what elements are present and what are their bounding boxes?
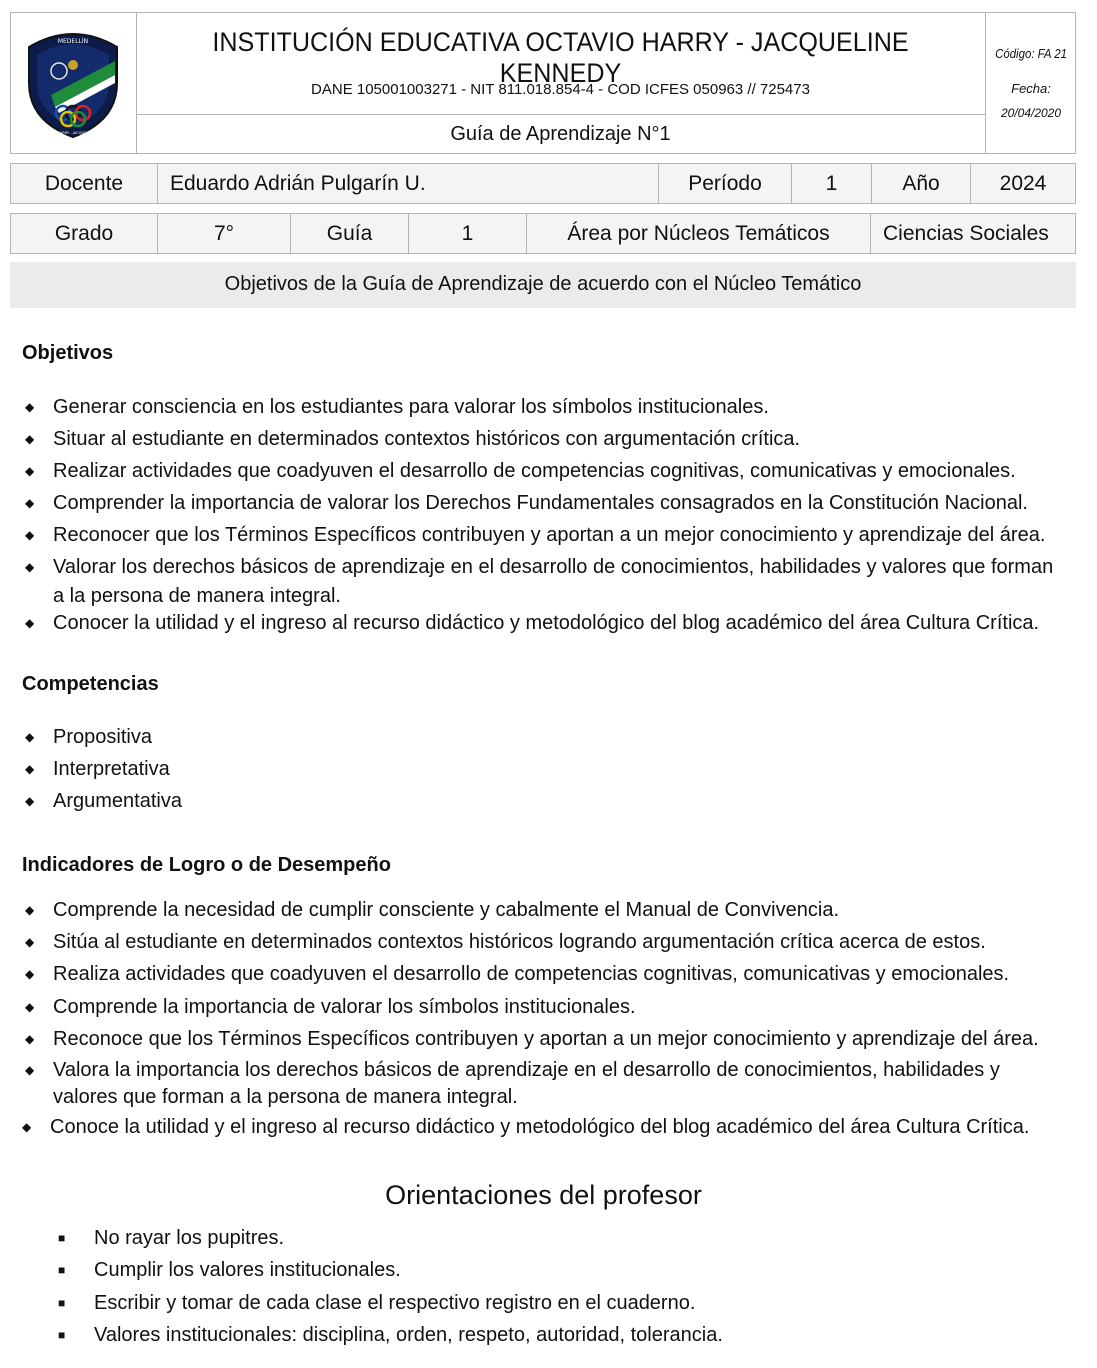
bullet-icon: ◆	[25, 730, 35, 744]
indicador-item: ◆ Reconoce que los Términos Específicos contribuyen y aportan a un mejor conocimiento y aprendizaje del área.	[53, 1025, 1063, 1054]
square-bullet-icon: ■	[58, 1231, 66, 1245]
anio-label: Año	[872, 164, 971, 203]
orientacion-item: ■ Valores institucionales: disciplina, orden, respeto, autoridad, tolerancia.	[94, 1321, 723, 1349]
bullet-icon: ◆	[25, 432, 35, 446]
institution-title: INSTITUCIÓN EDUCATIVA OCTAVIO HARRY - JACQUELINE KENNEDY	[212, 27, 909, 88]
date-label: Fecha:	[1011, 81, 1051, 96]
indicador-item: ◆ Sitúa al estudiante en determinados contextos históricos logrando argumentación crítica acerca de estos.	[53, 928, 1063, 957]
docente-value: Eduardo Adrián Pulgarín U.	[158, 164, 659, 203]
indicador-item: ◆ Comprende la necesidad de cumplir consciente y cabalmente el Manual de Convivencia.	[53, 896, 1063, 925]
objetivo-item: ◆ Comprender la importancia de valorar los Derechos Fundamentales consagrados en la Constitución Nacional.	[53, 489, 1063, 518]
bullet-icon: ◆	[25, 496, 35, 510]
bullet-icon: ◆	[25, 1032, 35, 1046]
objetivo-item: ◆ Reconocer que los Términos Específicos contribuyen y aportan a un mejor conocimiento y aprendizaje del área.	[53, 521, 1063, 550]
orientacion-item: ■ No rayar los pupitres.	[94, 1224, 284, 1252]
guia-value: 1	[409, 214, 527, 253]
school-shield-logo	[11, 13, 136, 153]
info-row-grado	[10, 213, 1076, 254]
square-bullet-icon: ■	[58, 1328, 66, 1342]
form-code: Código: FA 21	[995, 46, 1067, 61]
orientacion-item: ■ Cumplir los valores institucionales.	[94, 1256, 401, 1284]
logo-cell	[11, 13, 137, 153]
area-label: Área por Núcleos Temáticos	[527, 214, 871, 253]
header-meta	[986, 13, 1076, 153]
bullet-icon: ◆	[25, 1000, 35, 1014]
guide-number: Guía de Aprendizaje N°1	[450, 123, 671, 145]
docente-label: Docente	[11, 164, 158, 203]
bullet-icon: ◆	[25, 967, 35, 981]
indicador-item: ◆ Conoce la utilidad y el ingreso al recurso didáctico y metodológico del blog académico del área Cultura Crítica.	[50, 1113, 1060, 1142]
periodo-label: Período	[659, 164, 792, 203]
bullet-icon: ◆	[22, 1120, 32, 1134]
guia-label: Guía	[291, 214, 409, 253]
bullet-icon: ◆	[25, 1063, 35, 1077]
indicador-item: ◆ Valora la importancia los derechos básicos de aprendizaje en el desarrollo de conocimientos, habilidades y valores que forman a la persona de manera integral.	[25, 1059, 1000, 1108]
logo-text-bottom: I.E. OCTAVIO HARRY - JACQUELINE KENNEDY	[33, 131, 113, 135]
anio-value: 2024	[999, 172, 1047, 195]
objectives-banner: Objetivos de la Guía de Aprendizaje de acuerdo con el Núcleo Temático	[10, 262, 1076, 308]
indicador-item: ◆ Realiza actividades que coadyuven el desarrollo de competencias cognitivas, comunicativas y emocionales.	[53, 960, 1063, 989]
bullet-icon: ◆	[25, 560, 35, 574]
periodo-value: 1	[792, 164, 872, 203]
competencia-item: ◆ Interpretativa	[53, 755, 1063, 784]
logo-text-top: MEDELLÍN	[57, 38, 89, 45]
competencias-heading: Competencias	[22, 673, 159, 695]
objetivo-item: ◆ Conocer la utilidad y el ingreso al recurso didáctico y metodológico del blog académico del área Cultura Crítica.	[53, 609, 1063, 638]
grado-value: 7°	[158, 214, 291, 253]
bullet-icon: ◆	[25, 935, 35, 949]
objetivo-item: ◆ Realizar actividades que coadyuven el desarrollo de competencias cognitivas, comunicativas y emocionales.	[53, 457, 1063, 486]
info-row-docente	[10, 163, 1076, 204]
area-value: Ciencias Sociales	[883, 222, 1049, 245]
objetivo-item: ◆ Valorar los derechos básicos de aprendizaje en el desarrollo de conocimientos, habilidades y valores que forman a la persona de manera integral.	[53, 553, 1063, 611]
objetivos-heading: Objetivos	[22, 342, 114, 364]
indicadores-heading: Indicadores de Logro o de Desempeño	[22, 854, 391, 876]
bullet-icon: ◆	[25, 400, 35, 414]
header-table	[10, 12, 1076, 154]
grado-label: Grado	[11, 214, 158, 253]
bullet-icon: ◆	[25, 794, 35, 808]
header-divider	[136, 114, 985, 115]
bullet-icon: ◆	[25, 528, 35, 542]
square-bullet-icon: ■	[58, 1296, 66, 1310]
objetivo-item: ◆ Situar al estudiante en determinados contextos históricos con argumentación crítica.	[53, 425, 1063, 454]
competencia-item: ◆ Propositiva	[53, 723, 1063, 752]
bullet-icon: ◆	[25, 616, 35, 630]
date-value: 20/04/2020	[1000, 106, 1062, 120]
bullet-icon: ◆	[25, 762, 35, 776]
square-bullet-icon: ■	[58, 1263, 66, 1277]
bullet-icon: ◆	[25, 903, 35, 917]
header-center	[136, 13, 986, 153]
institution-codes: DANE 105001003271 - NIT 811.018.854-4 - COD ICFES 050963 // 725473	[311, 81, 810, 98]
objetivo-item: ◆ Generar consciencia en los estudiantes para valorar los símbolos institucionales.	[53, 393, 1063, 422]
orientaciones-heading: Orientaciones del profesor	[385, 1180, 702, 1210]
bullet-icon: ◆	[25, 464, 35, 478]
orientacion-item: ■ Escribir y tomar de cada clase el respectivo registro en el cuaderno.	[94, 1289, 695, 1317]
competencia-item: ◆ Argumentativa	[53, 787, 1063, 816]
indicador-item: ◆ Comprende la importancia de valorar los símbolos institucionales.	[53, 993, 1063, 1022]
